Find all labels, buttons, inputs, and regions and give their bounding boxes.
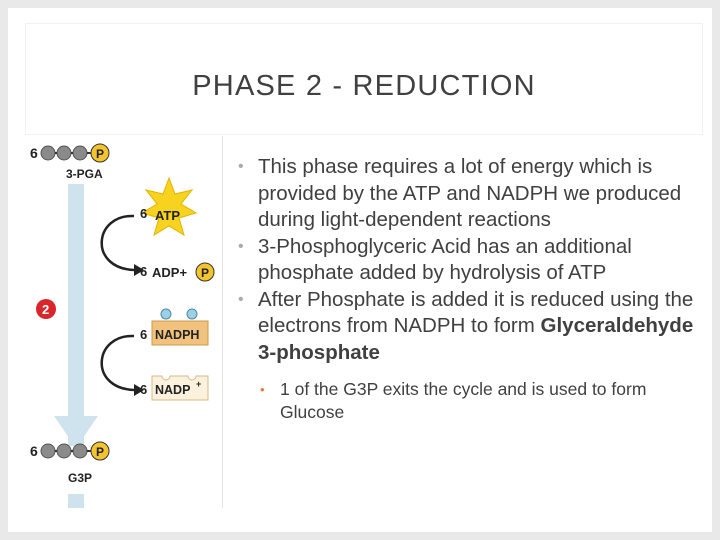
carbon-icon	[73, 444, 87, 458]
electron-icon	[161, 309, 171, 319]
phosphate-label: P	[201, 266, 210, 280]
phosphate-label: P	[96, 445, 105, 459]
bullet-dot-icon: •	[238, 158, 244, 175]
bullet-item	[234, 234, 714, 287]
down-arrow-tail	[68, 494, 84, 508]
atp-label: ATP	[155, 208, 181, 223]
nadp-label: NADP	[155, 383, 191, 397]
g3p-label: G3P	[68, 471, 93, 485]
electron-icon	[187, 309, 197, 319]
nadp-sup: +	[196, 379, 202, 389]
carbon-icon	[41, 444, 55, 458]
slide	[8, 8, 712, 532]
step-number: 2	[42, 302, 50, 317]
nadph-label: NADPH	[155, 328, 200, 342]
slide-title: PHASE 2 - REDUCTION	[192, 70, 536, 102]
bullet-item	[234, 287, 714, 367]
sub-bullet-text: 1 of the G3P exits the cycle and is used to form Glucose	[280, 379, 647, 422]
nadph-curve-arrow	[102, 336, 134, 390]
bullet-dot-icon: •	[238, 290, 244, 308]
bullet-text: 3-Phosphoglyceric Acid has an additional phosphate added by hydrolysis of ATP	[258, 234, 632, 284]
title-box	[26, 24, 702, 134]
sub-bullet-dot-icon: •	[260, 382, 265, 397]
down-arrow-head	[54, 416, 98, 448]
bullet-bold-text: Glyceraldehyde 3-phosphate	[258, 314, 694, 364]
adp-label: ADP+	[152, 265, 188, 280]
nadp-count: 6	[140, 382, 148, 397]
atp-curve-arrow	[102, 216, 134, 270]
calvin-reduction-diagram	[16, 136, 223, 508]
pga-label: 3-PGA	[66, 167, 103, 181]
bullet-text: After Phosphate is added it is reduced using the electrons from NADPH to form	[258, 287, 694, 337]
carbon-icon	[57, 444, 71, 458]
nadph-count: 6	[140, 327, 148, 342]
atp-count: 6	[140, 206, 148, 221]
bottom-count: 6	[30, 443, 38, 459]
carbon-icon	[57, 146, 71, 160]
sub-bullet-item	[234, 378, 714, 424]
atp-star-icon	[142, 178, 196, 235]
down-arrow-mid	[68, 256, 84, 332]
bullet-item	[234, 154, 714, 234]
bullet-text: This phase requires a lot of energy which is provided by the ATP and NADPH we produced during light-dependent reactions	[258, 155, 682, 231]
adp-count: 6	[140, 264, 148, 279]
top-count: 6	[30, 145, 38, 161]
bullet-dot-icon: •	[238, 237, 244, 255]
carbon-icon	[73, 146, 87, 160]
slide-content	[234, 154, 714, 424]
diagram-svg	[16, 136, 222, 508]
phosphate-label: P	[96, 147, 105, 161]
carbon-icon	[41, 146, 55, 160]
